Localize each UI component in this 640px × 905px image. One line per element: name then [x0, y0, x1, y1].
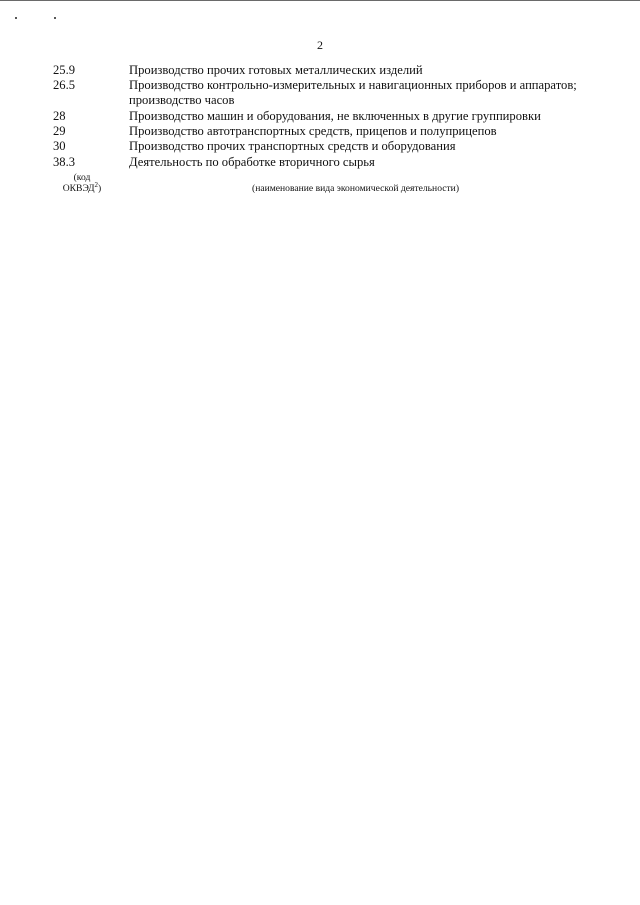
activity-row [53, 124, 613, 139]
code-caption-line2 [52, 180, 112, 194]
activity-row [53, 78, 613, 108]
activity-name: Деятельность по обработке вторичного сырья [129, 155, 375, 169]
code-caption-line1: (код [73, 172, 91, 183]
activity-name: Производство автотранспортных средств, прицепов и полуприцепов [129, 124, 497, 138]
scan-speck [15, 17, 17, 19]
activity-name: Производство контрольно-измерительных и навигационных приборов и аппаратов; производство часов [129, 78, 577, 107]
activity-code-list [53, 63, 613, 170]
okved-code: 38.3 [53, 155, 76, 169]
activity-row [53, 139, 613, 154]
code-column-caption [52, 172, 112, 194]
activity-row [53, 109, 613, 124]
activity-row [53, 63, 613, 78]
code-caption-okved: ОКВЭД [62, 183, 95, 194]
activity-name: Производство прочих готовых металлических изделий [129, 63, 423, 77]
okved-code: 25.9 [53, 63, 76, 77]
okved-code: 30 [53, 139, 66, 153]
scan-speck [54, 17, 56, 19]
page-number: 2 [317, 38, 323, 52]
scan-top-edge [0, 0, 640, 1]
activity-row [53, 155, 613, 170]
activity-name: Производство машин и оборудования, не включенных в другие группировки [129, 109, 541, 123]
footnote-marker: 2 [94, 180, 99, 189]
activity-name: Производство прочих транспортных средств и оборудования [129, 139, 456, 153]
okved-code: 26.5 [53, 78, 76, 92]
code-caption-close: ) [98, 183, 102, 194]
description-column-caption: (наименование вида экономической деятельности) [252, 183, 460, 194]
okved-code: 28 [53, 109, 66, 123]
okved-code: 29 [53, 124, 66, 138]
